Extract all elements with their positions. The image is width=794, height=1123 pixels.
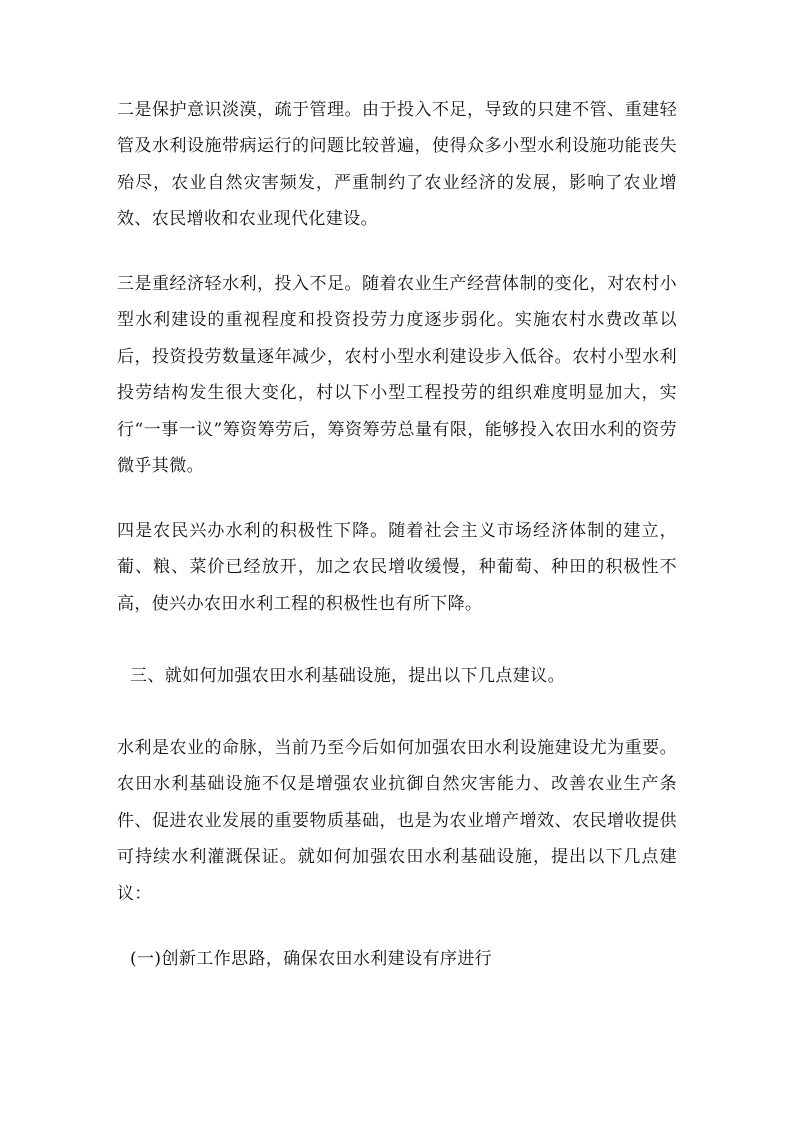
paragraph-protection-awareness: 二是保护意识淡漠，疏于管理。由于投入不足，导致的只建不管、重建轻管及水利设施带病运行的问题比较普遍，使得众多小型水利设施功能丧失殆尽，农业自然灾害频发，严重制约了农业经济的发展，影响了农业增效、农民增收和农业现代化建设。 [117, 100, 677, 230]
subheading-innovation: (一)创新工作思路，确保农田水利建设有序进行 [130, 949, 493, 969]
paragraph-farmer-enthusiasm: 四是农民兴办水利的积极性下降。随着社会主义市场经济体制的建立，葡、粮、菜价已经放开，加之农民增收缓慢，种葡萄、种田的积极性不高，使兴办农田水利工程的积极性也有所下降。 [117, 521, 677, 614]
paragraph-water-lifeline: 水利是农业的命脉，当前乃至今后如何加强农田水利设施建设尤为重要。农田水利基础设施不仅是增强农业抗御自然灾害能力、改善农业生产条件、促进农业发展的重要物质基础，也是为农业增产增效、农民增收提供可持续水利灌溉保证。就如何加强农田水利基础设施，提出以下几点建议： [117, 738, 677, 904]
section-heading: 三、就如何加强农田水利基础设施，提出以下几点建议。 [130, 666, 565, 686]
paragraph-investment-shortage: 三是重经济轻水利，投入不足。随着农业生产经营体制的变化，对农村小型水利建设的重视程度和投资投劳力度逐步弱化。实施农村水费改革以后，投资投劳数量逐年减少，农村小型水利建设步入低谷。农村小型水利投劳结构发生很大变化，村以下小型工程投劳的组织难度明显加大，实行“一事一议”筹资筹劳后，筹资筹劳总量有限，能够投入农田水利的资劳微乎其微。 [117, 274, 677, 477]
